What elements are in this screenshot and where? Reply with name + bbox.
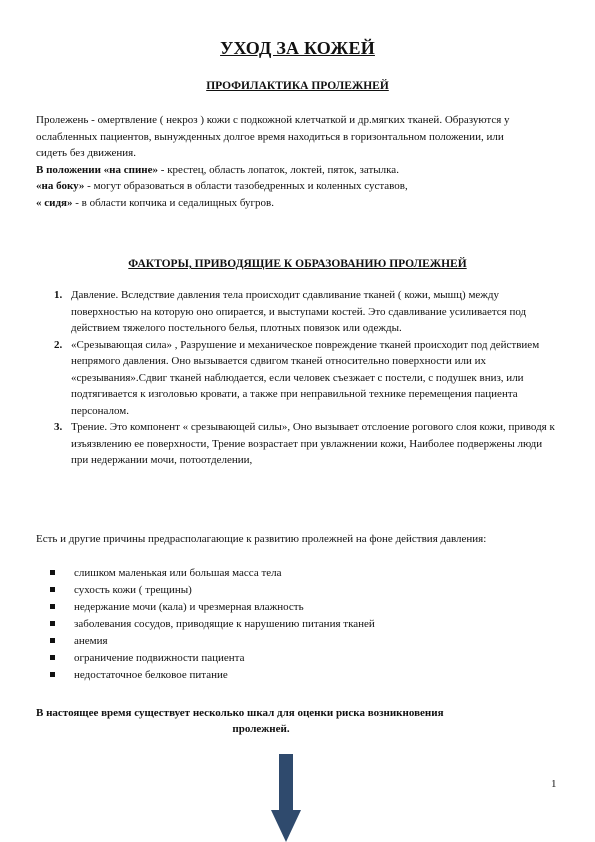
list-item [48, 565, 375, 582]
definition-paragraph: Пролежень - омертвление ( некроз ) кожи с подкожной клетчаткой и др.мягких тканей. Образуются у ослабленных пациентов, вынужденных долгое время находиться в горизонтальном положении, или сидеть без движения. [36, 114, 510, 159]
page-title: УХОД ЗА КОЖЕЙ [220, 38, 375, 58]
square-bullet-icon [50, 604, 55, 609]
item-text: Давление. Вследствие давления тела происходит сдавливание тканей ( кожи, мышц) между поверхностью на которую оно опирается, и выступами костей. Это сдавливание усиливается под действием тяжелого постельного белья, плотных повязок или одежды. [71, 289, 527, 334]
item-number: 2. [54, 338, 63, 351]
causes-list [48, 565, 375, 684]
side-text: - могут образоваться в области тазобедренных и коленных суставов, [84, 180, 408, 192]
closing-line-1: В настоящее время существует несколько шкал для оценки риска возникновения [36, 707, 444, 719]
back-position-line [36, 162, 536, 179]
list-item [54, 419, 562, 469]
square-bullet-icon [50, 638, 55, 643]
cause-text: слишком маленькая или большая масса тела [74, 567, 282, 579]
list-item [48, 667, 375, 684]
list-item [48, 616, 375, 633]
list-item [48, 599, 375, 616]
list-item [48, 633, 375, 650]
side-position-line [36, 178, 536, 195]
list-item [48, 650, 375, 667]
square-bullet-icon [50, 570, 55, 575]
sitting-position-line [36, 195, 536, 212]
cause-text: анемия [74, 635, 108, 647]
cause-text: недержание мочи (кала) и чрезмерная влажность [74, 601, 304, 613]
side-label: «на боку» [36, 180, 85, 192]
back-text: - крестец, область лопаток, локтей, пяток, затылка. [158, 163, 399, 176]
list-item [54, 337, 562, 420]
square-bullet-icon [50, 587, 55, 592]
intro-block [36, 112, 536, 211]
page-number: 1 [551, 778, 557, 790]
item-text: «Срезывающая сила» , Разрушение и механическое повреждение тканей происходит под действием непрямого давления. Оно вызывается сдвигом тканей относительно поверхности или их «срезывания».Сдвиг тканей наблюдается, если человек съезжает с постели, с подушек вниз, или подтягивается к изголовью кровати, а также при неправильной технике перемещения пациента персоналом. [71, 338, 540, 417]
down-arrow-icon [271, 754, 301, 842]
item-number: 1. [54, 289, 63, 301]
sitting-label: « сидя» [36, 196, 73, 209]
section-subtitle: ПРОФИЛАКТИКА ПРОЛЕЖНЕЙ [206, 80, 389, 92]
square-bullet-icon [50, 655, 55, 660]
sitting-text: - в области копчика и седалищных бугров. [72, 196, 275, 209]
cause-text: заболевания сосудов, приводящие к нарушению питания тканей [74, 618, 375, 630]
list-item [54, 287, 562, 337]
item-number: 3. [54, 421, 63, 433]
item-text: Трение. Это компонент « срезывающей силы», Оно вызывает отслоение рогового слоя кожи, приводя к изъязвлению ее поверхности, Трение возрастает при увлажнении кожи, Наиболее подвержены люди при недержании мочи, потоотделении, [71, 421, 555, 466]
closing-statement [36, 705, 566, 737]
list-item [48, 582, 375, 599]
cause-text: ограничение подвижности пациента [74, 652, 245, 664]
cause-text: сухость кожи ( трещины) [74, 584, 192, 596]
factors-heading: ФАКТОРЫ, ПРИВОДЯЩИЕ К ОБРАЗОВАНИЮ ПРОЛЕЖНЕЙ [128, 258, 467, 270]
closing-line-2: пролежней. [232, 723, 290, 735]
back-label: В положении «на спине» [36, 163, 159, 176]
square-bullet-icon [50, 621, 55, 626]
factors-list [54, 287, 562, 469]
causes-intro: Есть и другие причины предрасполагающие к развитию пролежней на фоне действия давления: [36, 533, 487, 545]
square-bullet-icon [50, 672, 55, 677]
cause-text: недостаточное белковое питание [74, 669, 228, 681]
